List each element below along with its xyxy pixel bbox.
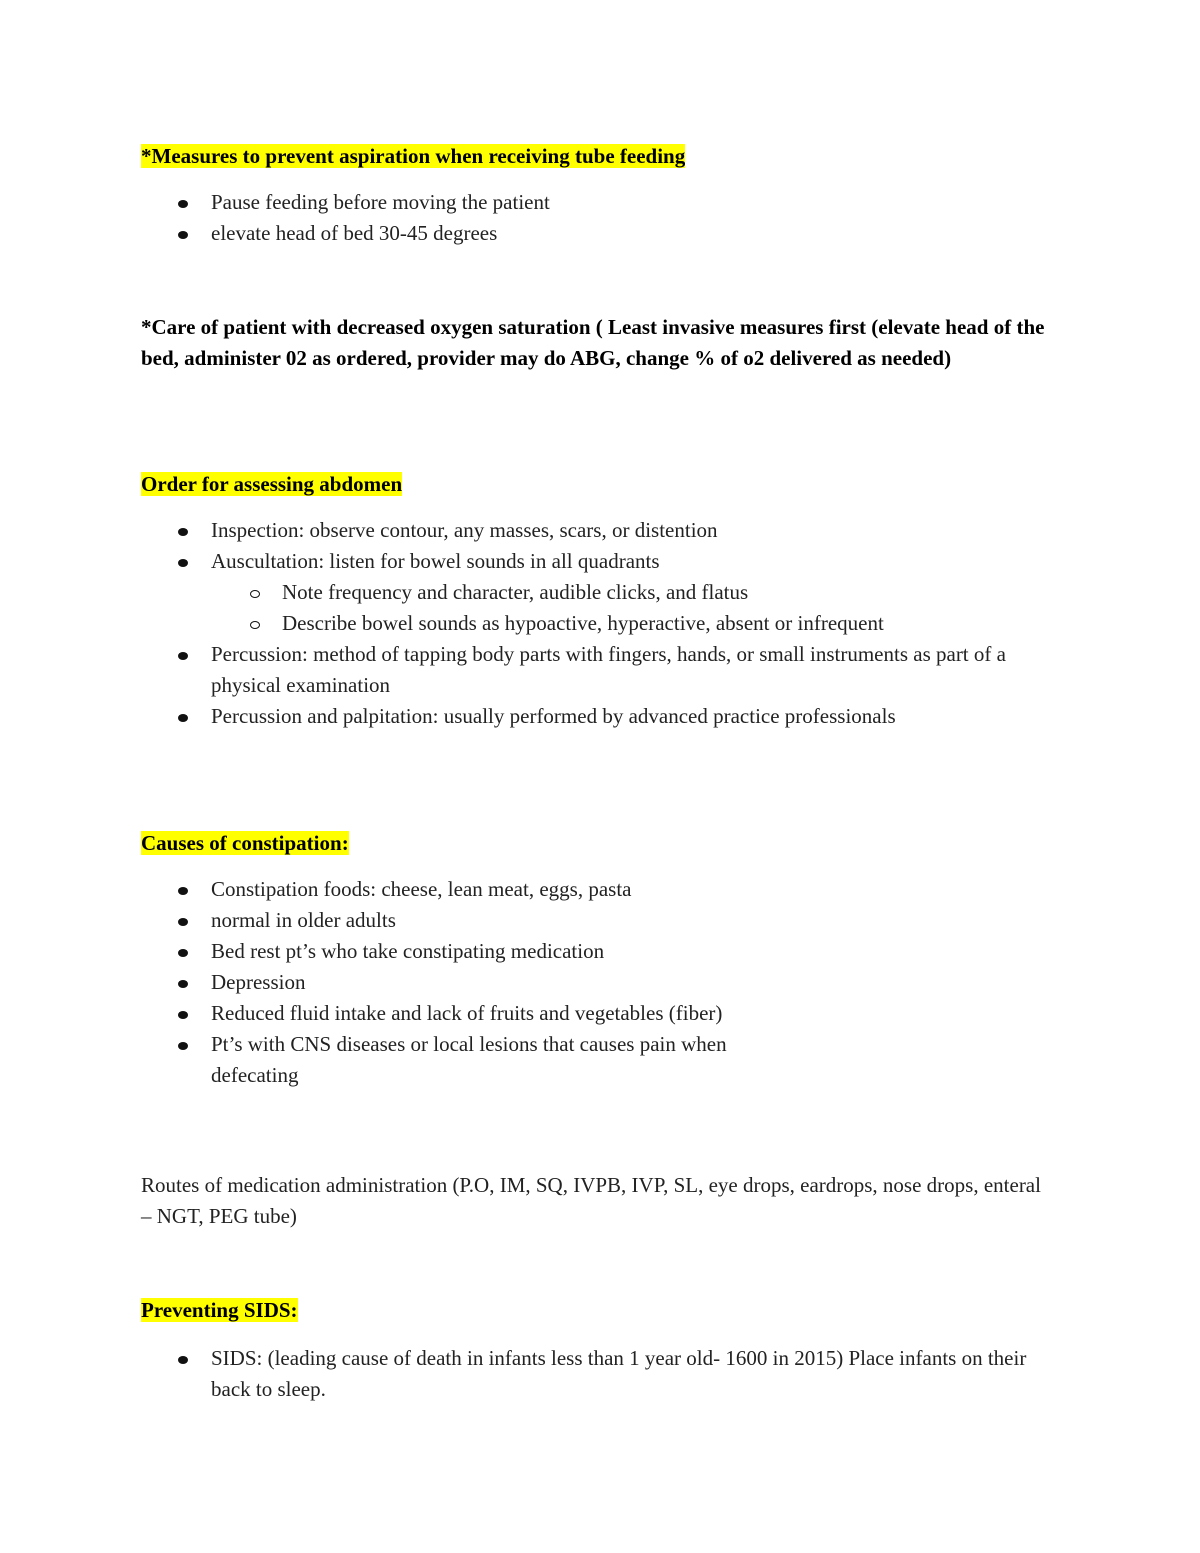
list-item: SIDS: (leading cause of death in infants less than 1 year old- 1600 in 2015) Place infants on their back to sleep. [141, 1343, 1081, 1405]
list-item: Reduced fluid intake and lack of fruits and vegetables (fiber) [141, 998, 1081, 1029]
sub-list-item: Describe bowel sounds as hypoactive, hyperactive, absent or infrequent [141, 608, 1081, 639]
section-heading [141, 141, 1081, 172]
paragraph-oxygen-saturation: *Care of patient with decreased oxygen saturation ( Least invasive measures first (elevate head of the bed, administer 02 as ordered, provider may do ABG, change % of o2 delivered as needed) [141, 315, 1045, 370]
section-sids [141, 1295, 1081, 1405]
section-heading [141, 828, 1081, 859]
heading-constipation: Causes of constipation: [141, 831, 349, 855]
constipation-list [141, 874, 1081, 1091]
list-item: normal in older adults [141, 905, 1081, 936]
abdomen-list [141, 515, 1081, 732]
section-abdomen [141, 469, 1081, 732]
list-item: elevate head of bed 30-45 degrees [141, 218, 1081, 249]
sids-list [141, 1343, 1081, 1405]
section-constipation [141, 828, 1081, 1091]
list-item: Constipation foods: cheese, lean meat, eggs, pasta [141, 874, 1081, 905]
section-aspiration [141, 141, 1081, 249]
paragraph-medication-routes: Routes of medication administration (P.O, IM, SQ, IVPB, IVP, SL, eye drops, eardrops, nose drops, enteral – NGT, PEG tube) [141, 1173, 1041, 1228]
aspiration-list [141, 187, 1081, 249]
list-item: Percussion: method of tapping body parts with fingers, hands, or small instruments as part of a physical examination [141, 639, 1081, 701]
list-item: Inspection: observe contour, any masses, scars, or distention [141, 515, 1081, 546]
list-item: Pt’s with CNS diseases or local lesions that causes pain when defecating [141, 1029, 801, 1091]
heading-aspiration: *Measures to prevent aspiration when receiving tube feeding [141, 144, 686, 168]
sub-list-item: Note frequency and character, audible clicks, and flatus [141, 577, 1081, 608]
list-item: Auscultation: listen for bowel sounds in all quadrants [141, 546, 1081, 577]
section-heading [141, 1295, 1081, 1326]
heading-sids: Preventing SIDS: [141, 1298, 298, 1322]
list-item: Percussion and palpitation: usually performed by advanced practice professionals [141, 701, 1081, 732]
list-item: Pause feeding before moving the patient [141, 187, 1081, 218]
list-item: Bed rest pt’s who take constipating medication [141, 936, 1081, 967]
section-heading [141, 469, 1081, 500]
heading-abdomen: Order for assessing abdomen [141, 472, 403, 496]
list-item: Depression [141, 967, 1081, 998]
